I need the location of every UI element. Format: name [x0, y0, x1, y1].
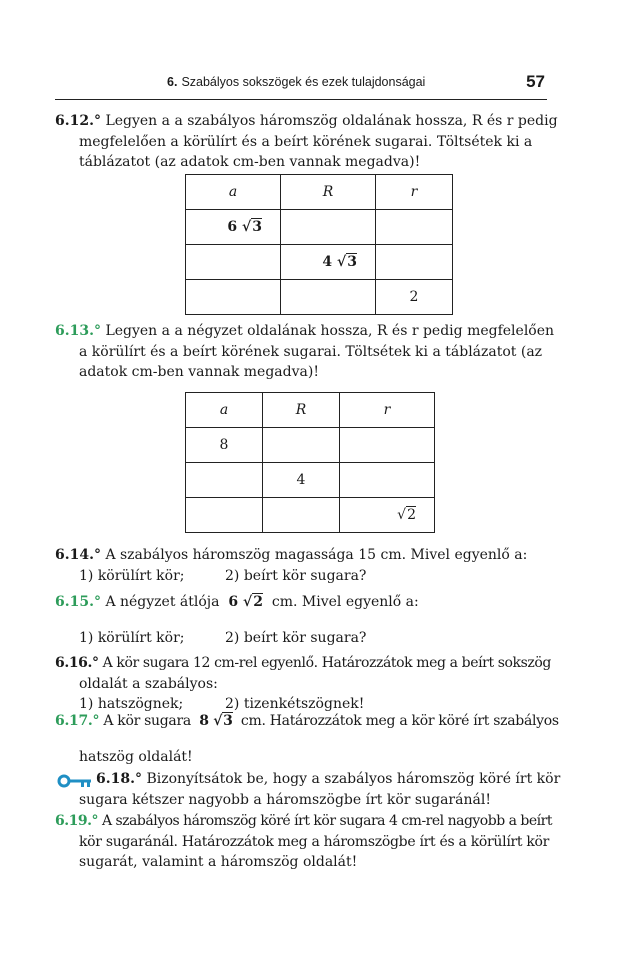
option-1: 1) hatszögnek; — [79, 696, 184, 712]
exercise-text: megfelelően a körülírt és a beírt körének sugarai. Töltsétek ki a — [79, 133, 533, 150]
table-cell — [376, 245, 453, 280]
exercise-text: Bizonyítsátok be, hogy a szabályos háromszög köré írt kör — [146, 771, 561, 787]
table-cell: 6 √3 — [186, 210, 281, 245]
table-cell — [263, 498, 340, 533]
table-row — [186, 428, 435, 463]
exercise-text: sugara kétszer nagyobb a háromszögbe írt kör sugaránál! — [79, 791, 491, 808]
table-cell: 4 √3 — [281, 245, 376, 280]
table-cell — [376, 210, 453, 245]
exercise-text: Legyen a a szabályos háromszög oldalának hossza, R és r pedig — [105, 113, 558, 129]
header-a: a — [186, 393, 263, 428]
table-cell — [340, 498, 435, 533]
sqrt-symbol: √3 — [213, 713, 233, 729]
exercise-6-12 — [55, 111, 558, 173]
exercise-number: 6.16.° — [55, 655, 99, 671]
header-rule — [55, 99, 547, 100]
table-header-row — [186, 393, 435, 428]
exercise-6-14 — [55, 545, 547, 586]
option-1: 1) körülírt kör; — [79, 567, 185, 584]
exercise-text: A szabályos háromszög magassága 15 cm. Mivel egyenlő a: — [105, 547, 528, 563]
exercise-6-18 — [55, 769, 561, 810]
option-1: 1) körülírt kör; — [79, 629, 185, 646]
table-cell — [281, 210, 376, 245]
exercise-number: 6.14.° — [55, 547, 101, 563]
exercise-text: sugarát, valamint a háromszög oldalát! — [79, 854, 358, 870]
exercise-number: 6.17.° — [55, 713, 100, 729]
chapter-title — [167, 75, 425, 89]
exercise-text: A kör sugara — [103, 713, 191, 729]
exercise-number: 6.13.° — [55, 323, 101, 339]
table-row — [186, 498, 435, 533]
exercise-text: A kör sugara 12 cm-rel egyenlő. Határozzátok meg a beírt sokszög — [102, 655, 551, 671]
table-cell: 4 — [263, 463, 340, 498]
header-R: R — [263, 393, 340, 428]
page-header — [55, 72, 547, 94]
header-R: R — [281, 175, 376, 210]
option-2: 2) beírt kör sugara? — [225, 567, 367, 584]
table-cell — [340, 428, 435, 463]
header-r: r — [376, 175, 453, 210]
exercise-text: A négyzet átlója — [105, 594, 220, 610]
exercise-6-15: 6.15.° A négyzet átlója 6 √2 cm. Mivel egyenlő a: 1) körülírt kör; 2) beírt kör sugara? — [55, 592, 547, 648]
table-cell — [263, 428, 340, 463]
sqrt-symbol: √3 — [337, 254, 357, 270]
option-2: 2) tizenkétszögnek! — [225, 696, 365, 712]
option-2: 2) beírt kör sugara? — [225, 629, 367, 646]
exercise-number: 6.12.° — [55, 113, 101, 129]
exercise-text: cm. Határozzátok meg a kör köré írt szabályos — [240, 713, 559, 729]
table-row — [186, 245, 453, 280]
table-square — [185, 392, 435, 533]
table-cell — [281, 280, 376, 315]
sqrt-symbol: √3 — [242, 219, 262, 235]
exercise-number: 6.18.° — [96, 771, 142, 787]
table-row — [186, 463, 435, 498]
exercise-text: oldalát a szabályos: — [79, 675, 218, 692]
exercise-6-16 — [55, 653, 551, 715]
exercise-text: A szabályos háromszög köré írt kör sugara 4 cm-rel nagyobb a beírt — [101, 813, 552, 829]
table-cell — [186, 245, 281, 280]
table-cell: 2 — [376, 280, 453, 315]
table-cell — [186, 498, 263, 533]
header-r: r — [340, 393, 435, 428]
exercise-text: Legyen a a négyzet oldalának hossza, R és r pedig megfelelően — [105, 323, 555, 339]
exercise-number: 6.15.° — [55, 594, 101, 610]
exercise-6-19 — [55, 811, 552, 873]
exercise-text: a körülírt és a beírt körének sugarai. Töltsétek ki a táblázatot (az — [79, 343, 543, 360]
chapter-number: 6. — [167, 75, 178, 89]
table-triangle — [185, 174, 453, 315]
table-cell — [186, 463, 263, 498]
table-cell — [186, 280, 281, 315]
table-header-row — [186, 175, 453, 210]
page-number: 57 — [526, 72, 545, 91]
table-row — [186, 210, 453, 245]
exercise-text: hatszög oldalát! — [79, 748, 193, 765]
exercise-6-17: 6.17.° A kör sugara 8 √3 cm. Határozzátok meg a kör köré írt szabályos hatszög oldalát! — [55, 711, 547, 767]
exercise-text: kör sugaránál. Határozzátok meg a háromszögbe írt és a körülírt kör — [79, 833, 550, 850]
sqrt-symbol: √2 — [243, 594, 263, 610]
table-cell: 8 — [186, 428, 263, 463]
table-cell — [340, 463, 435, 498]
exercise-text: táblázatot (az adatok cm-ben vannak megadva)! — [79, 154, 421, 170]
chapter-title-text: Szabályos sokszögek és ezek tulajdonságai — [181, 75, 426, 89]
exercise-number: 6.19.° — [55, 813, 98, 829]
table-row — [186, 280, 453, 315]
exercise-6-13 — [55, 321, 555, 383]
sqrt-symbol: √2 — [397, 507, 416, 523]
header-a: a — [186, 175, 281, 210]
exercise-text: adatok cm-ben vannak megadva)! — [79, 364, 319, 380]
exercise-text: cm. Mivel egyenlő a: — [271, 594, 419, 610]
